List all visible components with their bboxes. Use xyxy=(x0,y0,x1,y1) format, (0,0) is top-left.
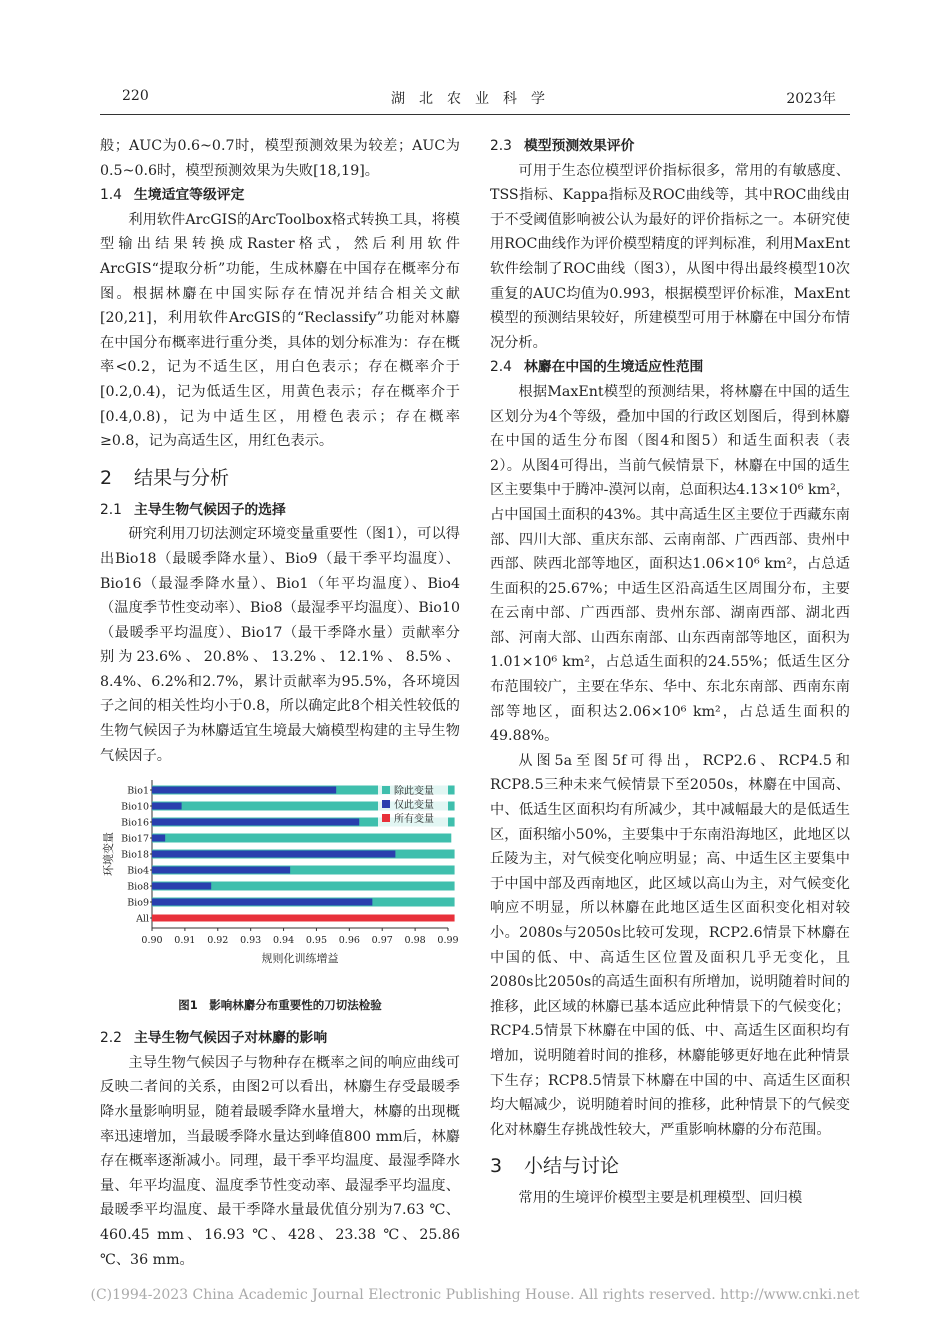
section-title: 主导生物气候因子的选择 xyxy=(134,501,286,518)
legend-swatch-1 xyxy=(382,800,390,808)
section-title: 林麝在中国的生境适应性范围 xyxy=(524,359,704,376)
section-title: 小结与讨论 xyxy=(524,1155,620,1178)
y-tick-label: Bio10 xyxy=(121,801,149,813)
section-number: 2.2 xyxy=(100,1030,122,1047)
jackknife-chart xyxy=(100,776,460,994)
y-tick-label: Bio1 xyxy=(127,785,149,797)
section-heading-2-2 xyxy=(100,1026,460,1051)
section-number: 1.4 xyxy=(100,187,122,204)
bar-bio17-series-1 xyxy=(152,835,165,842)
section-number: 2 xyxy=(100,466,113,489)
figure-1 xyxy=(100,776,460,994)
bar-bio1-series-1 xyxy=(152,787,336,794)
legend-label-2: 所有变量 xyxy=(394,814,434,826)
bar-bio10-series-1 xyxy=(152,803,182,810)
paragraph: 常用的生境评价模型主要是机理模型、回归模 xyxy=(518,1190,803,1207)
x-axis-label: 规则化训练增益 xyxy=(261,952,339,966)
y-axis-label: 环境变量 xyxy=(102,832,115,877)
paragraph: 利用软件ArcGIS的ArcToolbox格式转换工具，将模型输出结果转换成Raster格式，然后利用软件ArcGIS“提取分析”功能，生成林麝在中国存在概率分布图。根据林麝在中国实际存在情况并结合相关文献[20,21]，利用软件ArcGIS的“Reclassify”功能对林麝在中国分布概率进行重分类，具体的划分标准为：存在概率<0.2，记为不适生区，用白色表示；存在概率介于[0.2,0.4)，记为低适生区，用黄色表示；存在概率介于[0.4,0.8)，记为中适生区，用橙色表示；存在概率≥0.8，记为高适生区，用红色表示。 xyxy=(100,211,460,450)
y-tick-label: Bio16 xyxy=(121,817,149,829)
paragraph: 研究利用刀切法测定环境变量重要性（图1），可以得出Bio18（最暖季降水量）、Bio9（最干季平均温度）、Bio16（最湿季降水量）、Bio1（年平均温度）、Bio4（温度季节性变动率）、Bio8（最湿季平均温度）、Bio10（最暖季平均温度）、Bio17（最干季降水量）贡献率分别为23.6%、20.8%、13.2%、12.1%、8.5%、8.4%、6.2%和2.7%，累计贡献率为95.5%，各环境因子之间的相关性均小于0.8，所以确定此8个相关性较低的生物气候因子为林麝适宜生境最大熵模型构建的主导生物气候因子。 xyxy=(100,526,460,764)
bar-bio4-series-1 xyxy=(152,867,290,874)
page-header xyxy=(100,88,850,112)
section-number: 2.4 xyxy=(490,359,512,376)
bar-bio16-series-1 xyxy=(152,819,359,826)
paragraph: 主导生物气候因子与物种存在概率之间的响应曲线可反映二者间的关系，由图2可以看出，林麝生存受最暖季降水量影响明显，随着最暖季降水量增大，林麝的出现概率迅速增加，当最暖季降水量达到峰值800 mm后，林麝存在概率逐渐减小。同理，最干季平均温度、最湿季降水量、年平均温度、温度季节性变动率、最湿季平均温度、最暖季平均温度、最干季降水量最优值分别为7.63 ℃、460.45 mm、16.93 ℃、428、23.38 ℃、25.86 ℃、36 mm。 xyxy=(100,1054,460,1268)
paragraph: 可用于生态位模型评价指标很多，常用的有敏感度、TSS指标、Kappa指标及ROC曲线等，其中ROC曲线由于不受阈值影响被公认为最好的评价指标之一。本研究使用ROC曲线作为评价模型精度的评判标准，利用MaxEnt软件绘制了ROC曲线（图3），从图中得出最终模型10次重复的AUC均值为0.993，根据模型评价标准，MaxEnt模型的预测结果较好，所建模型可用于林麝在中国分布情况分析。 xyxy=(490,162,850,351)
legend-swatch-2 xyxy=(382,814,390,822)
bar-bio17-series-0 xyxy=(152,834,451,843)
x-tick-label: 0.98 xyxy=(404,935,426,947)
right-column xyxy=(490,134,850,1211)
x-tick-label: 0.97 xyxy=(371,935,393,947)
x-tick-label: 0.91 xyxy=(174,935,196,947)
paragraph: 般；AUC为0.6~0.7时，模型预测效果为较差；AUC为0.5~0.6时，模型预测效果为失败[18,19]。 xyxy=(100,138,460,179)
x-tick-label: 0.95 xyxy=(305,935,328,947)
y-tick-label: Bio4 xyxy=(127,865,149,877)
x-tick-label: 0.94 xyxy=(272,935,295,947)
y-tick-label: Bio9 xyxy=(127,897,149,909)
bar-bio18-series-1 xyxy=(152,851,395,858)
section-title: 模型预测效果评价 xyxy=(524,138,635,154)
x-tick-label: 0.92 xyxy=(207,935,229,947)
y-tick-label: All xyxy=(136,913,149,925)
section-heading-2-1 xyxy=(100,498,460,523)
legend-label-0: 除此变量 xyxy=(394,786,434,798)
section-heading-2-4 xyxy=(490,355,850,380)
y-tick-label: Bio18 xyxy=(121,849,149,861)
section-number: 3 xyxy=(490,1155,503,1178)
copyright-footer: (C)1994-2023 China Academic Journal Electronic Publishing House. All rights reserved. http://www.cnki.net xyxy=(90,1287,860,1303)
section-title: 结果与分析 xyxy=(134,466,230,489)
y-tick-label: Bio17 xyxy=(121,833,149,845)
journal-year: 2023年 xyxy=(786,91,836,107)
y-tick-label: Bio8 xyxy=(127,881,149,893)
x-tick-label: 0.96 xyxy=(338,935,360,947)
section-heading-1-4 xyxy=(100,183,460,208)
section-title: 主导生物气候因子对林麝的影响 xyxy=(134,1030,328,1047)
paragraph: 从图5a至图5f可得出，RCP2.6、RCP4.5和RCP8.5三种未来气候情景下至2050s，林麝在中国高、中、低适生区面积均有所减少，其中减幅最大的是低适生区，面积缩小50%，主要集中于东南沿海地区，此地区以丘陵为主，对气候变化响应明显；高、中适生区主要集中于中国中部及西南地区，此区域以高山为主，对气候变化响应不明显，所以林麝在此地区适生区面积变化相对较小。2080s与2050s比较可发现，RCP2.6情景下林麝在中国的低、中、高适生区位置及面积几乎无变化，且2080s比2050s的高适生面积有所增加，说明随着时间的推移，此区域的林麝已基本适应此种情景下的气候变化；RCP4.5情景下林麝在中国的低、中、高适生区面积均有增加，说明随着时间的推移，林麝能够更好地在此种情景下生存；RCP8.5情景下林麝在中国的中、高适生区面积均大幅减少，说明随着时间的推移，此种情景下的气候变化对林麝生存挑战性较大，严重影响林麝的分布范围。 xyxy=(490,752,850,1138)
legend-swatch-0 xyxy=(382,786,390,794)
header-rule xyxy=(100,114,850,115)
section-heading-2-3 xyxy=(490,134,850,159)
legend-label-1: 仅此变量 xyxy=(394,800,434,812)
section-number: 2.1 xyxy=(100,501,122,518)
section-heading-3 xyxy=(490,1152,850,1180)
section-heading-2 xyxy=(100,464,460,492)
left-column xyxy=(100,134,460,1272)
bar-bio9-series-1 xyxy=(152,899,372,906)
paragraph: 根据MaxEnt模型的预测结果，将林麝在中国的适生区划分为4个等级，叠加中国的行政区划图后，得到林麝在中国的适生分布图（图4和图5）和适生面积表（表2）。从图4可得出，当前气候情景下，林麝在中国的适生区主要集中于腾冲-漠河以南，总面积达4.13×10⁶ km²，占中国国土面积的43%。其中高适生区主要位于西藏东南部、四川大部、重庆东部、云南南部、广西西部、贵州中西部、陕西北部等地区，面积达1.06×10⁶ km²，占总适生面积的25.67%；中适生区沿高适生区周围分布，主要在云南中部、广西西部、贵州东部、湖南西部、湖北西部、河南大部、山西东南部、山东西南部等地区，面积为1.01×10⁶ km²，占总适生面积的24.55%；低适生区分布范围较广，主要在华东、华中、东北东南部、西南东南部等地区，面积达2.06×10⁶ km²，占总适生面积的49.88%。 xyxy=(490,383,850,745)
bar-bio8-series-1 xyxy=(152,883,211,890)
x-tick-label: 0.90 xyxy=(141,935,163,947)
page-number: 220 xyxy=(122,88,149,104)
bar-all-series-2 xyxy=(152,915,455,922)
figure-caption: 图1 影响林麝分布重要性的刀切法检验 xyxy=(178,998,382,1013)
x-tick-label: 0.93 xyxy=(240,935,262,947)
section-number: 2.3 xyxy=(490,138,512,154)
journal-title: 湖北农业科学 xyxy=(391,91,559,107)
section-title: 生境适宜等级评定 xyxy=(134,187,245,204)
x-tick-label: 0.99 xyxy=(437,935,459,947)
